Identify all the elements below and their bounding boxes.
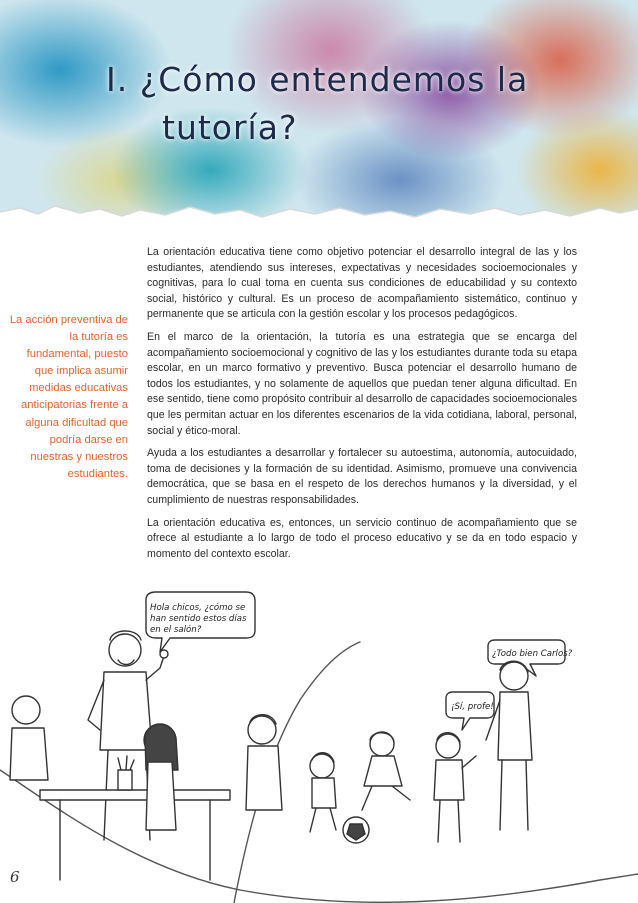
boy-carlos [434,733,476,842]
student-seated-girl [144,724,178,830]
watercolor-header [0,0,638,225]
adult-speech-text: ¿Todo bien Carlos? [492,649,573,659]
child-running [310,753,336,832]
teacher-speech-text: Hola chicos, ¿cómo se han sentido estos días en el salón? [150,603,247,635]
child-speech-text: ¡Sí, profe! [451,702,494,712]
paragraph: La orientación educativa tiene como objetivo potenciar el desarrollo integral de las y los estudiantes, atendiendo sus intereses, expectativas y necesidades socioemocionales y cognitivas, para lo cual toma en cuenta sus condiciones de educabilidad y su contexto social, histórico y cultural. Es un proceso de acompañamiento sistemático, continuo y permanente que se articula con la gestión escolar y los procesos pedagógicos. [147,246,577,321]
soccer-ball [343,817,369,843]
page-title-line-2: tutoría? [162,108,298,147]
student-seated-back [10,696,48,780]
side-note: La acción preventiva de la tutoría es fundamental, puesto que implica asumir medidas educativas anticipatorias frente a alguna dificultad que podría darse en nuestras y nuestros estudiantes. [9,314,128,480]
paragraph: Ayuda a los estudiantes a desarrollar y fortalecer su autoestima, autonomía, autocuidado, toma de decisiones y la formación de su identidad. Asimismo, promueve una convivencia democrática, que se basa en el respeto de los derechos humanos y la diversidad, y el cumplimiento de nuestras responsabilidades. [147,447,577,506]
torn-paper-edge [0,196,638,236]
page-number: 6 [10,868,20,886]
classroom-illustration [0,580,638,903]
student-seated-boy [246,715,282,810]
page-title-line-1: I. ¿Cómo entendemos la [106,60,529,99]
paragraph: En el marco de la orientación, la tutoría es una estrategia que se encarga del acompañamiento socioemocional y cognitivo de las y los estudiantes durante toda su etapa escolar, en un marco formativo y preventivo. Busca potenciar el desarrollo humano de todos los estudiantes, y no solamente de aquellos que puedan tener alguna dificultad. En ese sentido, tiene como propósito contribuir al desarrollo de capacidades socioemocionales que les permitan actuar en los diferentes escenarios de la vida cotidiana, laboral, personal, social y ético-moral. [147,330,577,437]
main-text [147,245,577,569]
adult-tutor [486,661,532,830]
paragraph: La orientación educativa es, entonces, un servicio continuo de acompañamiento que se ofrece al estudiante a lo largo de todo el proceso educativo y se da en todo espacio y momento del contexto escolar. [147,516,577,560]
girl-kicking-ball [362,732,410,810]
classroom-table [40,756,230,880]
